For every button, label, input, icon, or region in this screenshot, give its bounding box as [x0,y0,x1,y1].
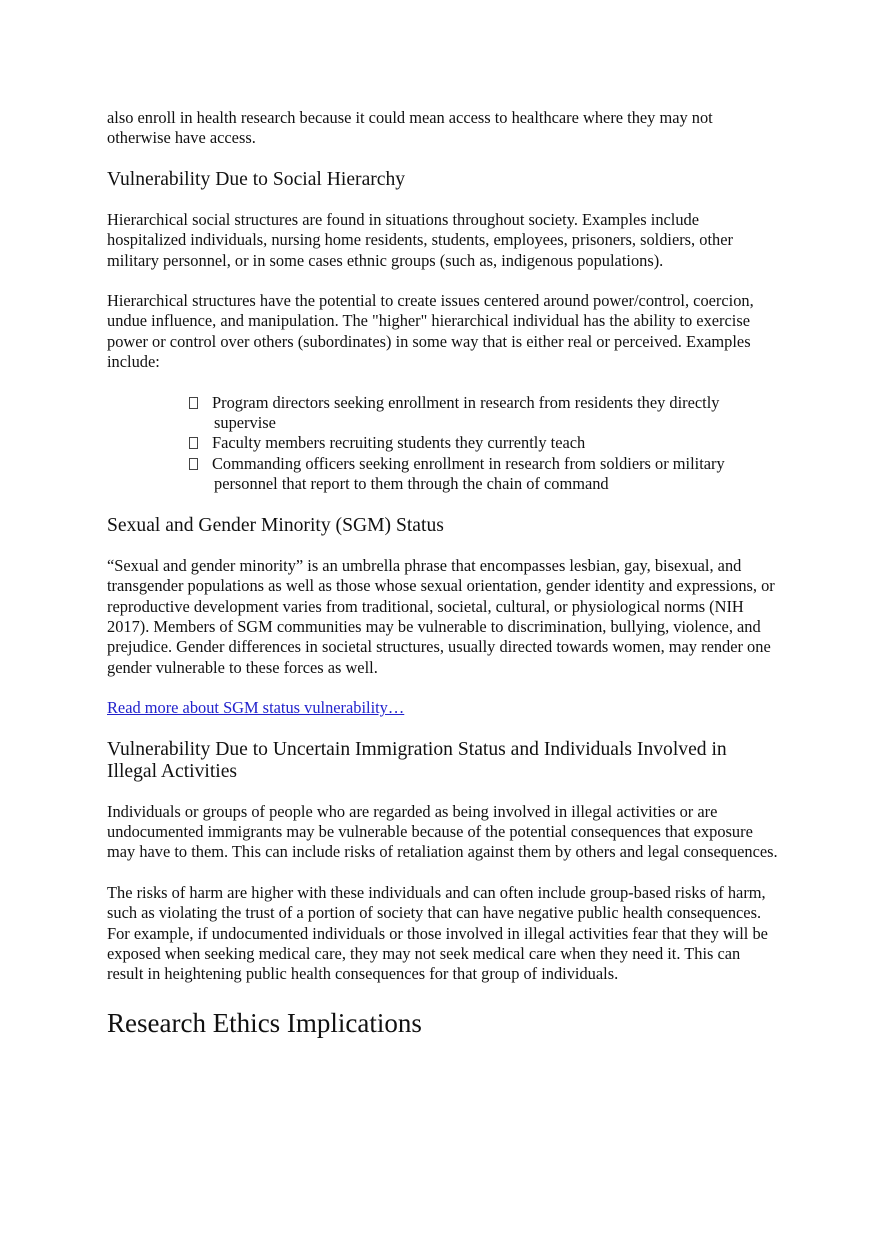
sgm-paragraph: “Sexual and gender minority” is an umbrella phrase that encompasses lesbian, gay, bisexual, and transgender populations as well as those whose sexual orientation, gender identity and expressions, or reproductive development varies from traditional, societal, cultural, or physiological norms (NIH 2017). Members of SGM communities may be vulnerable to discrimination, bullying, violence, and prejudice. Gender differences in societal structures, usually directed towards women, may render one gender vulnerable to these forces as well. [107,555,775,677]
list-item-text: Commanding officers seeking enrollment in research from soldiers or military personnel that report to them through the chain of command [212,453,725,494]
social-hierarchy-paragraph-1: Hierarchical social structures are found in situations throughout society. Examples include hospitalized individuals, nursing home residents, students, employees, prisoners, soldiers, other military personnel, or in some cases ethnic groups (such as, indigenous populations). [107,209,733,270]
document-page [107,108,779,1039]
social-hierarchy-heading: Vulnerability Due to Social Hierarchy [107,168,406,190]
sgm-heading: Sexual and Gender Minority (SGM) Status [107,514,444,536]
list-item-text: Faculty members recruiting students they currently teach [212,433,586,453]
social-hierarchy-paragraph-2: Hierarchical structures have the potential to create issues centered around power/control, coercion, undue influence, and manipulation. The "higher" hierarchical individual has the ability to exercise power or control over others (subordinates) in some way that is either real or perceived. Examples include: [107,291,754,372]
list-item [187,433,779,453]
bullet-icon [189,397,198,409]
research-ethics-heading: Research Ethics Implications [107,1007,422,1038]
sgm-read-more-link[interactable]: Read more about SGM status vulnerability… [107,698,405,718]
intro-continuation-paragraph: also enroll in health research because it could mean access to healthcare where they may not otherwise have access. [107,108,713,148]
list-item-text: Program directors seeking enrollment in research from residents they directly supervise [212,392,720,433]
hierarchy-examples-list [107,393,779,495]
list-item [187,454,779,495]
list-item [187,393,779,434]
bullet-icon [189,437,198,449]
immigration-heading: Vulnerability Due to Uncertain Immigration Status and Individuals Involved in Illegal Activities [107,738,727,782]
bullet-icon [189,458,198,470]
immigration-paragraph-1: Individuals or groups of people who are regarded as being involved in illegal activities or are undocumented immigrants may be vulnerable because of the potential consequences that exposure may have to them. This can include risks of retaliation against them by others and legal consequences. [107,801,778,862]
sgm-link-line [107,698,779,718]
immigration-paragraph-2: The risks of harm are higher with these individuals and can often include group-based risks of harm, such as violating the trust of a portion of society that can have negative public health consequences. For example, if undocumented individuals or those involved in illegal activities fear that they will be exposed when seeking medical care, they may not seek medical care when they need it. This can result in heightening public health consequences for that group of individuals. [107,882,768,984]
